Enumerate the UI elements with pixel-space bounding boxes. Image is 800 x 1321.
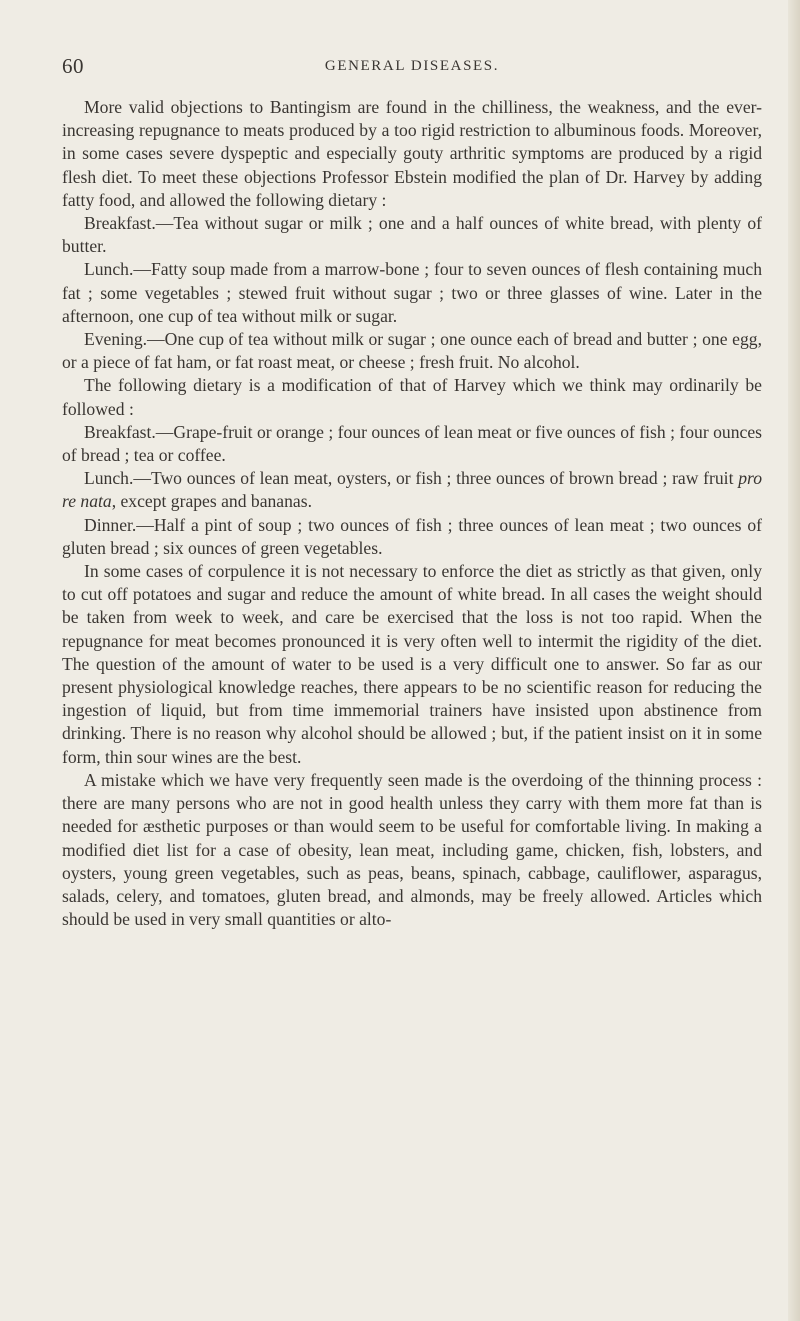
lunch-italic-phrase: pro re nata bbox=[62, 468, 762, 512]
paragraph-ebstein-breakfast: Breakfast.—Tea without sugar or milk ; one and a half ounces of white bread, with plenty of butter. bbox=[62, 213, 762, 257]
lunch-text-end: , except grapes and bananas. bbox=[111, 491, 312, 512]
running-head: GENERAL DISEASES. bbox=[324, 58, 500, 74]
paragraph-ebstein-lunch: Lunch.—Fatty soup made from a marrow-bone ; four to seven ounces of flesh containing much fat ; some vegetables ; stewed fruit without sugar ; two or three glasses of wine. Later in the afternoon, one cup of tea without milk or sugar. bbox=[62, 259, 762, 326]
lunch-text-start: Lunch.—Two ounces of lean meat, oysters, or fish ; three ounces of brown bread ; raw fruit bbox=[84, 468, 739, 489]
page-number: 60 bbox=[62, 54, 84, 78]
paragraph-thinning-mistake: A mistake which we have very frequently seen made is the overdoing of the thinning process : there are many persons who are not in good health unless they carry with them more fat than is needed for æsthetic purposes or than would seem to be useful for comfortable living. In making a modified diet list for a case of obesity, lean meat, including game, chicken, fish, lobsters, and oysters, young green vegetables, such as peas, beans, spinach, cabbage, cauliflower, asparagus, salads, celery, and tomatoes, gluten bread, and almonds, may be freely allowed. Articles which should be used in very small quantities or alto- bbox=[62, 769, 762, 930]
paragraph-corpulence-guidance: In some cases of corpulence it is not necessary to enforce the diet as strictly as that given, only to cut off potatoes and sugar and reduce the amount of white bread. In all cases the weight should be taken from week to week, and care be exercised that the loss is not too rapid. When the repugnance for meat becomes pronounced it is very often well to intermit the rigidity of the diet. The question of the amount of water to be used is a very difficult one to answer. So far as our present physiological knowledge reaches, there appears to be no scientific reason for reducing the ingestion of liquid, but from time immemorial trainers have insisted upon abstinence from drinking. There is no reason why alcohol should be allowed ; but, if the patient insist on it in some form, thin sour wines are the best. bbox=[62, 561, 762, 767]
page-header bbox=[62, 54, 762, 84]
paragraph-ebstein-evening: Evening.—One cup of tea without milk or sugar ; one ounce each of bread and butter ; one egg, or a piece of fat ham, or fat roast meat, or cheese ; fresh fruit. No alcohol. bbox=[62, 329, 762, 373]
page-edge bbox=[788, 0, 800, 1321]
paragraph-harvey-modification-intro: The following dietary is a modification of that of Harvey which we think may ordinarily be followed : bbox=[62, 375, 762, 419]
paragraph-modified-breakfast: Breakfast.—Grape-fruit or orange ; four ounces of lean meat or five ounces of fish ; four ounces of bread ; tea or coffee. bbox=[62, 421, 762, 466]
paragraph-modified-dinner: Dinner.—Half a pint of soup ; two ounces of fish ; three ounces of lean meat ; two ounces of gluten bread ; six ounces of green vegetables. bbox=[62, 514, 762, 558]
book-page bbox=[62, 54, 762, 931]
paragraph-modified-lunch bbox=[62, 467, 762, 513]
body-text bbox=[62, 96, 762, 931]
paragraph-bantingism-objections: More valid objections to Bantingism are found in the chilliness, the weakness, and the ever-increasing repugnance to meats produced by a too rigid restriction to albuminous foods. Moreover, in some cases severe dyspeptic and especially gouty arthritic symptoms are produced by a rigid flesh diet. To meet these objections Professor Ebstein modified the plan of Dr. Harvey by adding fatty food, and allowed the following dietary : bbox=[62, 97, 762, 210]
